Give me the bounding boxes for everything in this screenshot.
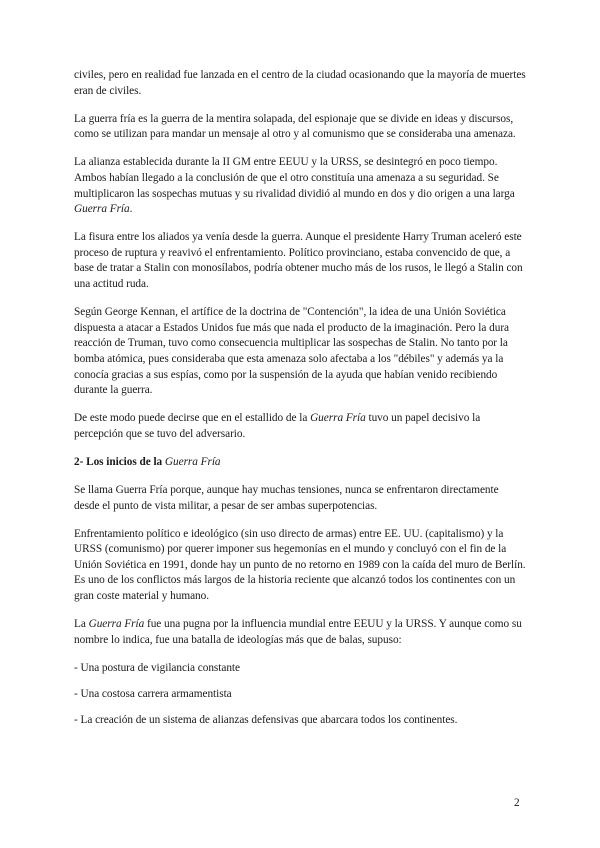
paragraph-text: La alianza establecida durante la II GM entre EEUU y la URSS, se desintegró en poco tiempo. Ambos habían llegado a la conclusión de que el otro constituía una amenaza a su seguridad. Se multiplicaron las sospechas mutuas y su rivalidad dividió al mundo en dos y dio origen a una larga [74,156,515,200]
italic-term: Guerra Fría [88,618,145,631]
section-heading [74,455,526,471]
document-page [74,68,526,739]
paragraph [74,617,526,648]
paragraph-text: De este modo puede decirse que en el estallido de la [74,412,311,425]
page-number: 2 [514,797,520,809]
paragraph-text: tuvo un papel decisivo la percepción que se tuvo del adversario. [74,412,481,440]
paragraph: La fisura entre los aliados ya venía desde la guerra. Aunque el presidente Harry Truman aceleró este proceso de ruptura y reavivó el enfrentamiento. Político provinciano, estaba convencido de que, a base de tratar a Stalin con monosílabos, podría obtener mucho más de los rusos, le llegó a Stalin con una actitud ruda. [74,231,523,291]
paragraph [74,411,526,442]
paragraph-text: fue una pugna por la influencia mundial entre EEUU y la URSS. Y aunque como su nombre lo indica, fue una batalla de ideologías más que de balas, supuso: [74,618,522,646]
paragraph: civiles, pero en realidad fue lanzada en el centro de la ciudad ocasionando que la mayoría de muertes eran de civiles. [74,69,526,97]
italic-term: Guerra Fría [74,203,130,216]
italic-term: Guerra Fría [310,412,366,425]
heading-text: 2- Los inicios de la [74,455,165,468]
list-item: - Una costosa carrera armamentista [74,687,232,700]
paragraph: Según George Kennan, el artífice de la doctrina de "Contención", la idea de una Unión Soviética dispuesta a atacar a Estados Unidos fue más que nada el producto de la imaginación. Pero la dura reacción de Truman, tuvo como consecuencia multiplicar las sospechas de Stalin. No tanto por la bomba atómica, pues consideraba que esta amenaza solo afectaba a los "débiles" y además ya la conocía gracias a sus espías, como por la suspensión de la ayuda que habían venido recibiendo durante la guerra. [74,306,510,397]
paragraph [74,155,526,217]
italic-term: Guerra Fría [164,455,221,468]
paragraph: Se llama Guerra Fría porque, aunque hay muchas tensiones, nunca se enfrentaron directamente desde el punto de vista militar, a pesar de ser ambas superpotencias. [74,483,499,512]
paragraph-text: . [129,203,133,216]
list-item: - La creación de un sistema de alianzas defensivas que abarcara todos los continentes. [74,714,458,726]
list-item: - Una postura de vigilancia constante [74,661,240,674]
paragraph: La guerra fría es la guerra de la mentira solapada, del espionaje que se divide en ideas y discursos, como se utilizan para mandar un mensaje al otro y al comunismo que se consideraba una amenaza. [74,112,516,141]
paragraph: Enfrentamiento político e ideológico (sin uso directo de armas) entre EE. UU. (capitalismo) y la URSS (comunismo) por querer imponer sus hegemonías en el mundo y concluyó con el fin de la Unión Soviética en 1991, donde hay un punto de no retorno en 1989 con la caída del muro de Berlín. Es uno de los conflictos más largos de la historia reciente que alcanzó todos los continentes con un gran coste material y humano. [74,527,526,603]
paragraph-text: La [74,618,89,631]
